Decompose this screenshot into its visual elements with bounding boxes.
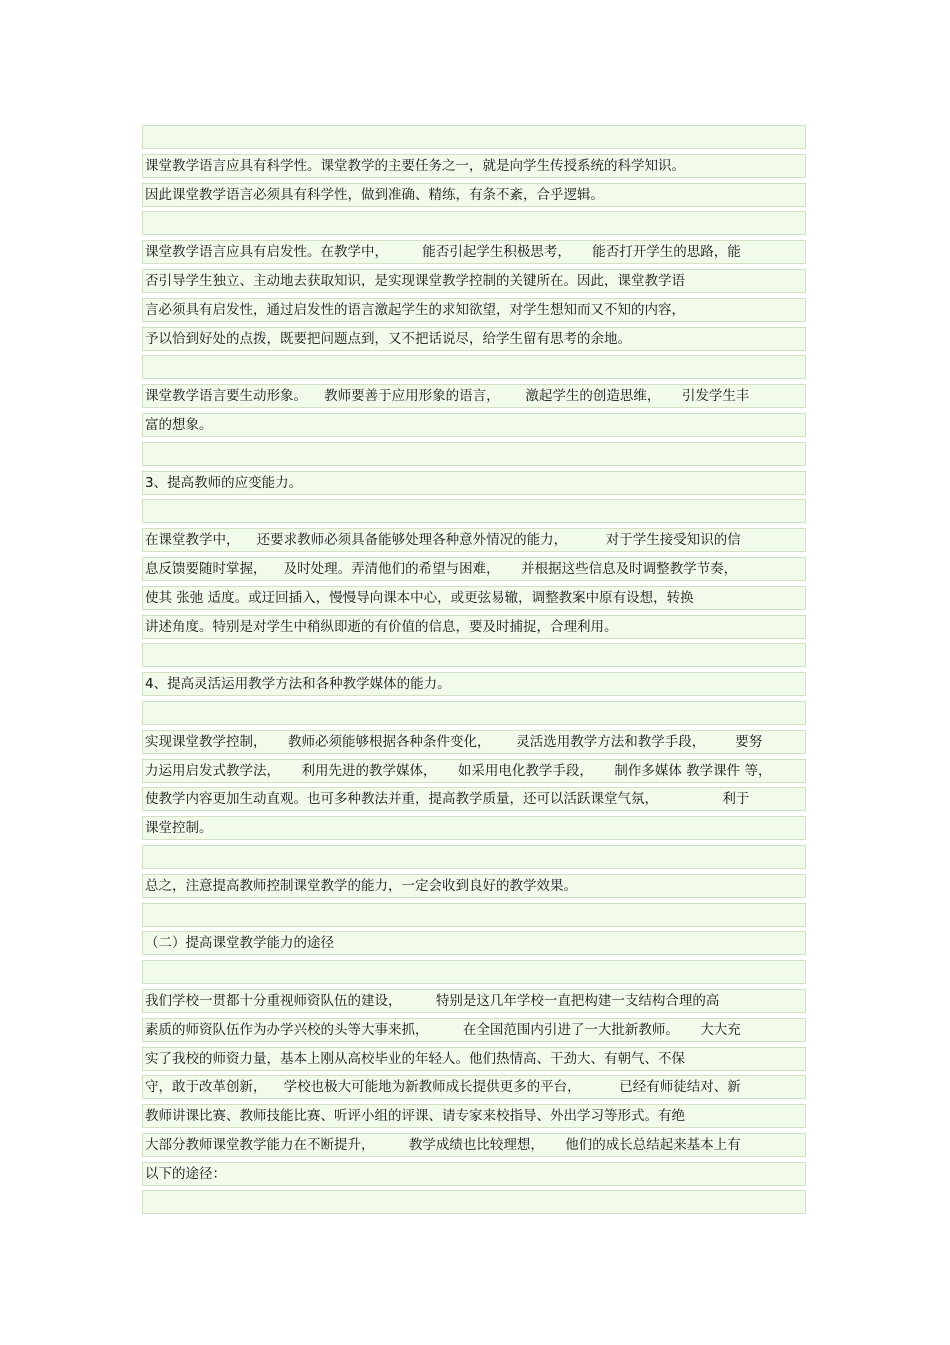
text-row: 守，敢于改革创新， 学校也极大可能地为新教师成长提供更多的平台， 已经有师徒结对、新	[142, 1075, 806, 1099]
text-row: 课堂教学语言应具有科学性。课堂教学的主要任务之一，就是向学生传授系统的科学知识。	[142, 154, 806, 178]
text-row: 在课堂教学中， 还要求教师必须具备能够处理各种意外情况的能力， 对于学生接受知识的信	[142, 528, 806, 552]
section-heading: 4、提高灵活运用教学方法和各种教学媒体的能力。	[142, 672, 806, 696]
text-row	[142, 499, 806, 523]
text-row: 素质的师资队伍作为办学兴校的头等大事来抓， 在全国范围内引进了一大批新教师。 大大充	[142, 1018, 806, 1042]
text-row: 总之，注意提高教师控制课堂教学的能力，一定会收到良好的教学效果。	[142, 874, 806, 898]
text-row	[142, 1190, 806, 1214]
text-row: 因此课堂教学语言必须具有科学性，做到准确、精练，有条不紊，合乎逻辑。	[142, 183, 806, 207]
text-row	[142, 125, 806, 149]
text-row: 息反馈要随时掌握， 及时处理。弄清他们的希望与困难， 并根据这些信息及时调整教学节奏，	[142, 557, 806, 581]
text-row	[142, 701, 806, 725]
text-row	[142, 643, 806, 667]
text-row: 予以恰到好处的点拨，既要把问题点到，又不把话说尽，给学生留有思考的余地。	[142, 327, 806, 351]
text-row: 大部分教师课堂教学能力在不断提升， 教学成绩也比较理想， 他们的成长总结起来基本上有	[142, 1133, 806, 1157]
text-row	[142, 845, 806, 869]
text-row	[142, 355, 806, 379]
text-row: 言必须具有启发性，通过启发性的语言激起学生的求知欲望，对学生想知而又不知的内容，	[142, 298, 806, 322]
text-row: 课堂教学语言要生动形象。 教师要善于应用形象的语言， 激起学生的创造思维， 引发学生丰	[142, 384, 806, 408]
text-row: 我们学校一贯都十分重视师资队伍的建设， 特别是这几年学校一直把构建一支结构合理的高	[142, 989, 806, 1013]
text-row: 实了我校的师资力量，基本上刚从高校毕业的年轻人。他们热情高、干劲大、有朝气、不保	[142, 1047, 806, 1071]
text-row: 使其 张弛 适度。或迂回插入，慢慢导向课本中心，或更弦易辙，调整教案中原有设想，转换	[142, 586, 806, 610]
section-heading: 3、提高教师的应变能力。	[142, 471, 806, 495]
text-rows	[142, 125, 806, 1214]
text-row: 富的想象。	[142, 413, 806, 437]
text-row: 教师讲课比赛、教师技能比赛、听评小组的评课、请专家来校指导、外出学习等形式。有绝	[142, 1104, 806, 1128]
text-row	[142, 442, 806, 466]
section-heading: （二）提高课堂教学能力的途径	[142, 931, 806, 955]
text-row	[142, 211, 806, 235]
text-row: 力运用启发式教学法， 利用先进的教学媒体， 如采用电化教学手段， 制作多媒体 教学课件 等，	[142, 759, 806, 783]
text-row: 使教学内容更加生动直观。也可多种教法并重，提高教学质量，还可以活跃课堂气氛， 利于	[142, 787, 806, 811]
text-row: 以下的途径：	[142, 1162, 806, 1186]
text-row: 课堂教学语言应具有启发性。在教学中， 能否引起学生积极思考， 能否打开学生的思路，能	[142, 240, 806, 264]
text-row: 讲述角度。特别是对学生中稍纵即逝的有价值的信息，要及时捕捉，合理利用。	[142, 615, 806, 639]
text-row	[142, 903, 806, 927]
text-row: 实现课堂教学控制， 教师必须能够根据各种条件变化， 灵活选用教学方法和教学手段， 要努	[142, 730, 806, 754]
text-row	[142, 960, 806, 984]
text-row: 否引导学生独立、主动地去获取知识，是实现课堂教学控制的关键所在。因此，课堂教学语	[142, 269, 806, 293]
text-row: 课堂控制。	[142, 816, 806, 840]
